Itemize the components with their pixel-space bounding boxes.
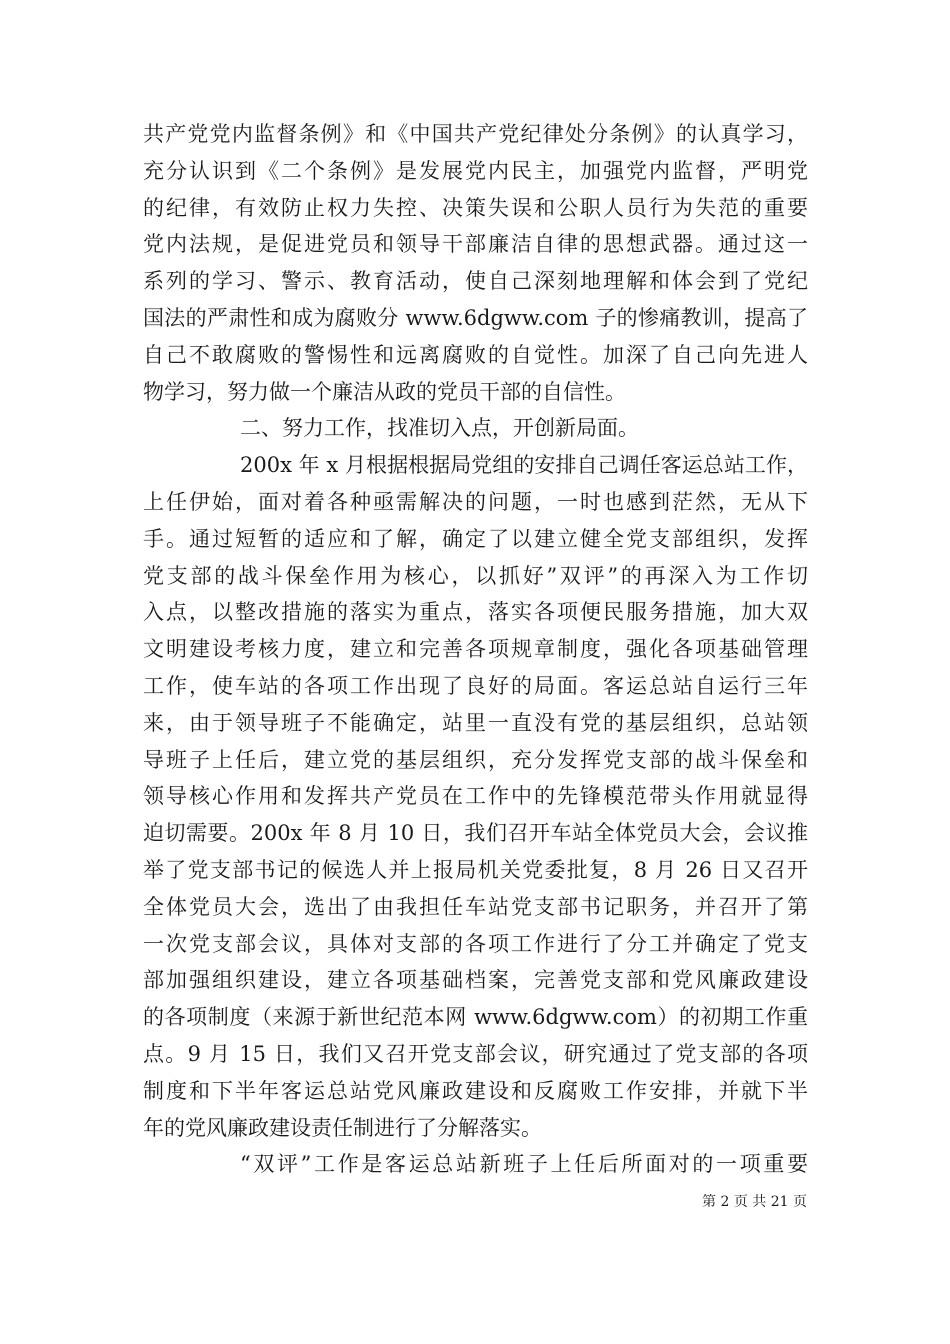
text-line: 充分认识到《二个条例》是发展党内民主，加强党内监督，严明党 [143, 158, 808, 183]
text-line: 制度和下半年客运总站党风廉政建设和反腐败工作安排，并就下半 [143, 1078, 808, 1103]
text-line: 来，由于领导班子不能确定，站里一直没有党的基层组织，总站领 [143, 710, 808, 735]
text-line: 举了党支部书记的候选人并上报局机关党委批复，8 月 26 日又召开 [143, 857, 808, 882]
text-line: 物学习，努力做一个廉洁从政的党员干部的自信性。 [143, 379, 626, 404]
text-line: 全体党员大会，选出了由我担任车站党支部书记职务，并召开了第 [143, 894, 808, 919]
text-line: 党支部的战斗保垒作用为核心，以抓好”双评”的再深入为工作切 [143, 563, 808, 588]
text-line: 一次党支部会议，具体对支部的各项工作进行了分工并确定了党支 [143, 931, 808, 956]
text-line: 国法的严肃性和成为腐败分 www.6dgww.com 子的惨痛教训，提高了 [143, 305, 808, 330]
section-heading: 二、努力工作，找准切入点，开创新局面。 [240, 416, 639, 441]
text-line: 系列的学习、警示、教育活动，使自己深刻地理解和体会到了党纪 [143, 269, 808, 294]
text-line: 党内法规，是促进党员和领导干部廉洁自律的思想武器。通过这一 [143, 232, 808, 257]
text-line: 迫切需要。200x 年 8 月 10 日，我们召开车站全体党员大会，会议推 [143, 821, 808, 846]
text-line: 领导核心作用和发挥共产党员在工作中的先锋模范带头作用就显得 [143, 784, 808, 809]
text-line: 导班子上任后，建立党的基层组织，充分发挥党支部的战斗保垒和 [143, 747, 808, 772]
text-line: 的纪律，有效防止权力失控、决策失误和公职人员行为失范的重要 [143, 195, 808, 220]
body-text [143, 116, 808, 1183]
text-line: 文明建设考核力度，建立和完善各项规章制度，强化各项基础管理 [143, 637, 808, 662]
text-line: 入点，以整改措施的落实为重点，落实各项便民服务措施，加大双 [143, 600, 808, 625]
text-line: 手。通过短暂的适应和了解，确定了以建立健全党支部组织，发挥 [143, 526, 808, 551]
text-line: 200x 年 x 月根据根据局党组的安排自己调任客运总站工作， [240, 453, 808, 478]
text-line: 共产党党内监督条例》和《中国共产党纪律处分条例》的认真学习， [143, 122, 808, 146]
text-line: 上任伊始，面对着各种亟需解决的问题，一时也感到茫然，无从下 [143, 489, 808, 514]
text-line: 点。9 月 15 日，我们又召开党支部会议，研究通过了党支部的各项 [143, 1041, 808, 1066]
text-line: 年的党风廉政建设责任制进行了分解落实。 [143, 1115, 542, 1140]
text-line: 部加强组织建设，建立各项基础档案，完善党支部和党风廉政建设 [143, 968, 808, 993]
page-number-footer: 第 2 页 共 21 页 [702, 1194, 807, 1210]
text-line: 的各项制度（来源于新世纪范本网 www.6dgww.com）的初期工作重 [143, 1005, 808, 1030]
text-line: 自己不敢腐败的警惕性和远离腐败的自觉性。加深了自己向先进人 [143, 342, 808, 367]
text-line: 工作，使车站的各项工作出现了良好的局面。客运总站自运行三年 [143, 673, 808, 698]
text-line: “双评”工作是客运总站新班子上任后所面对的一项重要 [240, 1152, 808, 1177]
